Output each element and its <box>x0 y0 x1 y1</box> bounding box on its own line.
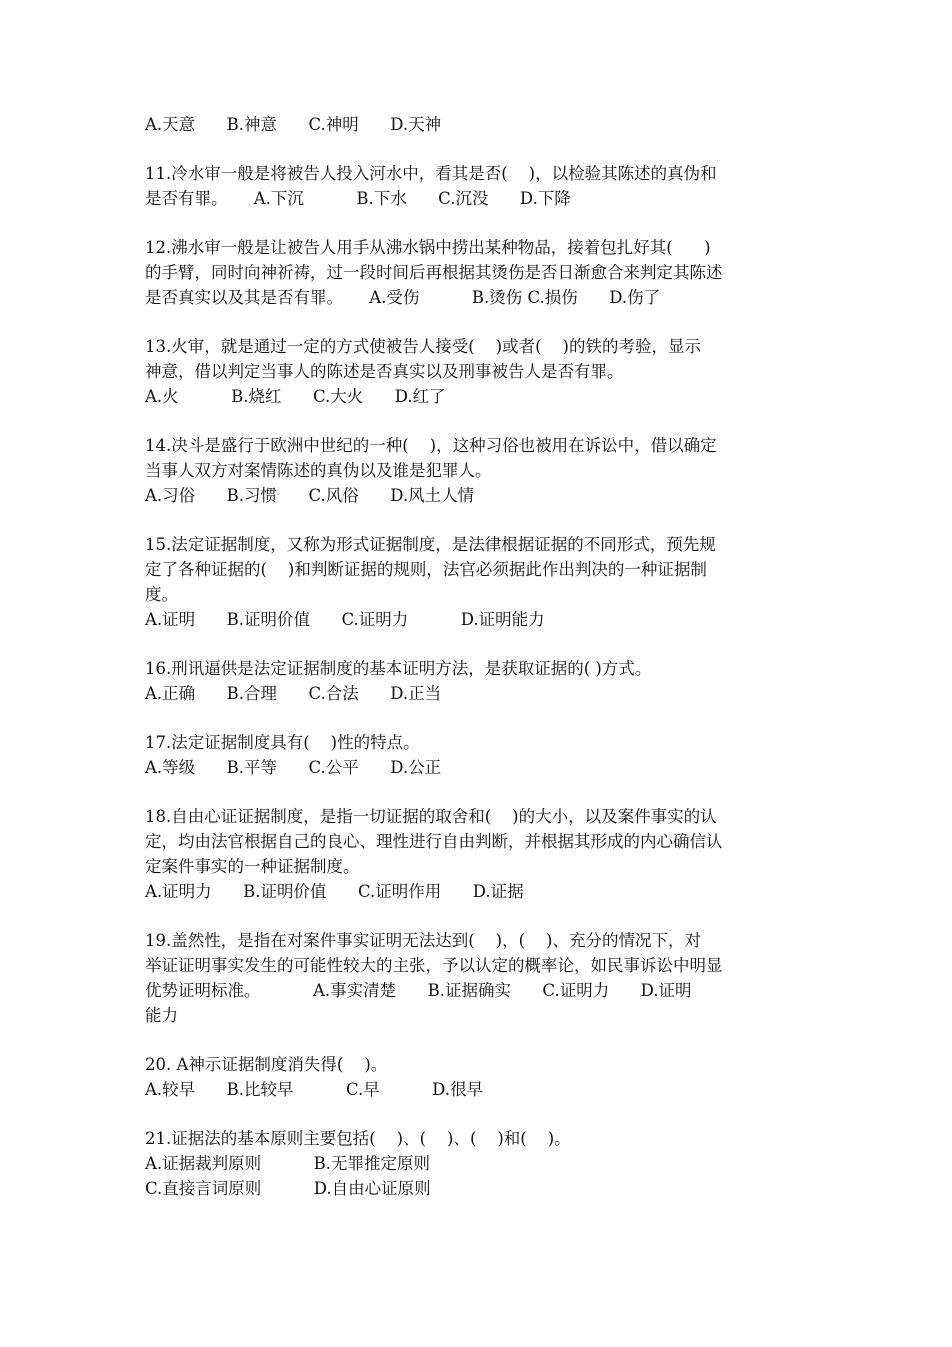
text-line-27: A.等级 B.平等 C.公平 D.公正 <box>145 758 442 777</box>
text-line-21: A.证明 B.证明价值 C.证明力 D.证明能力 <box>145 610 545 629</box>
text-line-14: 14.决斗是盛行于欧洲中世纪的一种( )，这种习俗也被用在诉讼中，借以确定 <box>145 436 717 455</box>
text-line-32: A.证明力 B.证明价值 C.证明作用 D.证据 <box>145 882 524 901</box>
blank-line <box>145 904 813 928</box>
text-line-43: A.证据裁判原则 B.无罪推定原则 <box>145 1154 430 1173</box>
document-page <box>145 112 813 1201</box>
text-line-8: 是否真实以及其是否有罪。 A.受伤 B.烫伤 C.损伤 D.伤了 <box>145 288 661 307</box>
blank-line <box>145 1028 813 1052</box>
blank-line <box>145 1102 813 1126</box>
blank-line <box>145 409 813 433</box>
text-line-16: A.习俗 B.习惯 C.风俗 D.风土人情 <box>145 486 475 505</box>
text-line-26: 17.法定证据制度具有( )性的特点。 <box>145 733 420 752</box>
text-line-37: 能力 <box>145 1006 178 1025</box>
text-line-3: 11.冷水审一般是将被告人投入河水中，看其是否( )，以检验其陈述的真伪和 <box>145 164 717 183</box>
text-line-1: A.天意 B.神意 C.神明 D.天神 <box>145 115 442 134</box>
text-line-7: 的手臂，同时向神祈祷，过一段时间后再根据其烫伤是否日渐愈合来判定其陈述 <box>145 263 723 282</box>
text-line-24: A.正确 B.合理 C.合法 D.正当 <box>145 684 442 703</box>
text-line-4: 是否有罪。 A.下沉 B.下水 C.沉没 D.下降 <box>145 189 571 208</box>
text-line-23: 16.刑讯逼供是法定证据制度的基本证明方法，是获取证据的( )方式。 <box>145 659 652 678</box>
text-line-19: 定了各种证据的( )和判断证据的规则，法官必须据此作出判决的一种证据制 <box>145 560 707 579</box>
blank-line <box>145 780 813 804</box>
text-line-30: 定，均由法官根据自己的良心、理性进行自由判断，并根据其形成的内心确信认 <box>145 832 723 851</box>
text-line-15: 当事人双方对案情陈述的真伪以及谁是犯罪人。 <box>145 461 492 480</box>
text-line-39: 20. A神示证据制度消失得( )。 <box>145 1055 388 1074</box>
text-line-44: C.直接言词原则 D.自由心证原则 <box>145 1179 431 1198</box>
blank-line <box>145 706 813 730</box>
text-line-34: 19.盖然性，是指在对案件事实证明无法达到( )，( )、充分的情况下，对 <box>145 931 701 950</box>
blank-line <box>145 508 813 532</box>
text-line-10: 13.火审，就是通过一定的方式使被告人接受( )或者( )的铁的考验，显示 <box>145 337 701 356</box>
blank-line <box>145 137 813 161</box>
text-line-40: A.较早 B.比较早 C.早 D.很早 <box>145 1080 484 1099</box>
text-line-42: 21.证据法的基本原则主要包括( )、( )、( )和( )。 <box>145 1129 571 1148</box>
text-line-12: A.火 B.烧红 C.大火 D.红了 <box>145 387 446 406</box>
text-line-18: 15.法定证据制度，又称为形式证据制度，是法律根据证据的不同形式，预先规 <box>145 535 716 554</box>
text-line-11: 神意，借以判定当事人的陈述是否真实以及刑事被告人是否有罪。 <box>145 362 624 381</box>
text-line-6: 12.沸水审一般是让被告人用手从沸水锅中捞出某种物品，接着包扎好其( ) <box>145 238 711 257</box>
text-line-20: 度。 <box>145 585 178 604</box>
text-line-35: 举证证明事实发生的可能性较大的主张，予以认定的概率论，如民事诉讼中明显 <box>145 956 723 975</box>
text-line-31: 定案件事实的一种证据制度。 <box>145 857 360 876</box>
blank-line <box>145 211 813 235</box>
blank-line <box>145 632 813 656</box>
blank-line <box>145 310 813 334</box>
text-line-29: 18.自由心证证据制度，是指一切证据的取舍和( )的大小，以及案件事实的认 <box>145 807 717 826</box>
text-line-36: 优势证明标准。 A.事实清楚 B.证据确实 C.证明力 D.证明 <box>145 981 692 1000</box>
